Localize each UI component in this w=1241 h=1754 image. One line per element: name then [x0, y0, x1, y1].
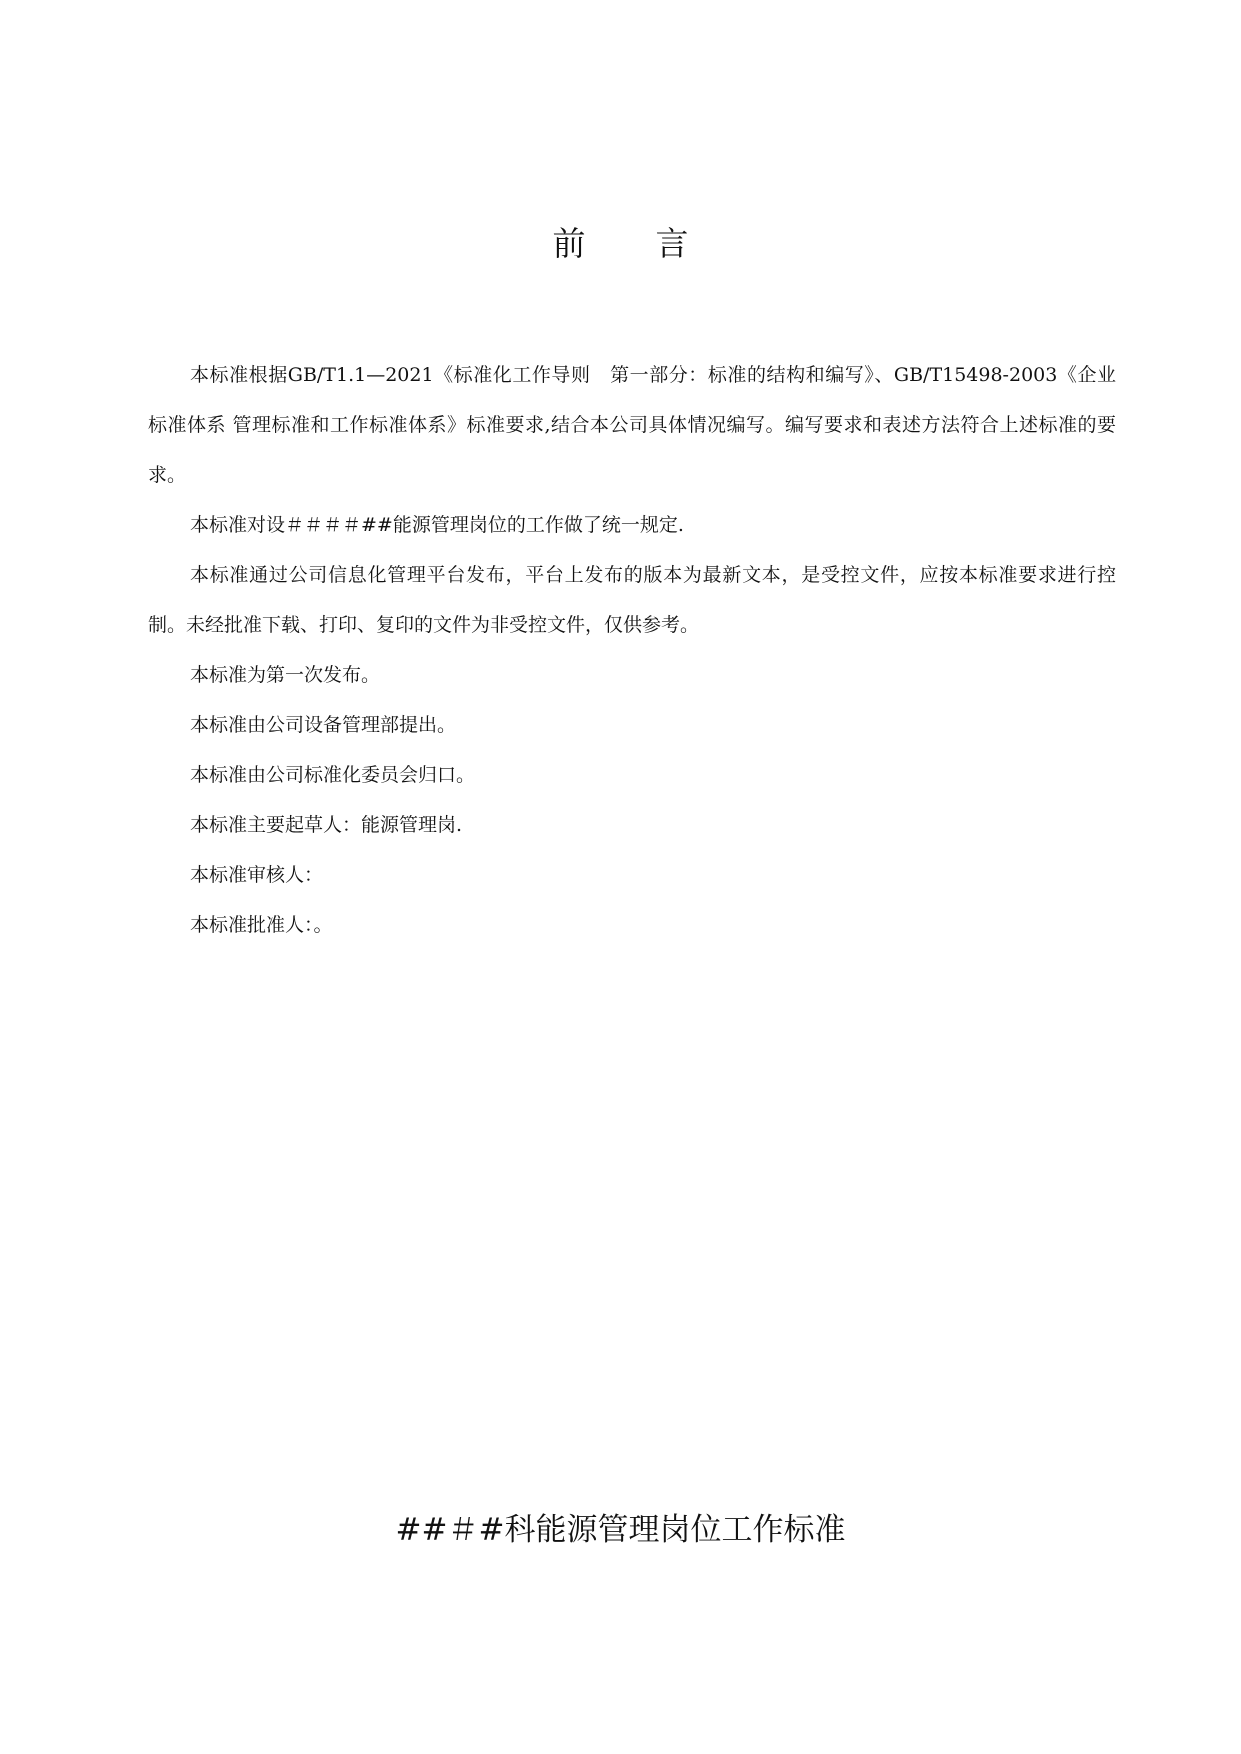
paragraph-managed-by: 本标准由公司标准化委员会归口。 — [190, 764, 476, 786]
paragraph-proposed-by: 本标准由公司设备管理部提出。 — [190, 714, 457, 736]
paragraph-first-release: 本标准为第一次发布。 — [190, 664, 381, 686]
paragraph-scope: 本标准对设＃＃＃＃##能源管理岗位的工作做了统一规定. — [190, 514, 684, 536]
paragraph-publication: 本标准通过公司信息化管理平台发布，平台上发布的版本为最新文本，是受控文件，应按本标准要求进行控制。未经批准下载、打印、复印的文件为非受控文件，仅供参考。 — [148, 564, 1116, 636]
preface-heading — [0, 222, 1241, 266]
paragraph-standard-basis: 本标准根据GB/T1.1—2021《标准化工作导则 第一部分：标准的结构和编写》、GB/T15498-2003《企业标准体系 管理标准和工作标准体系》标准要求,结合本公司具体情况编写。编写要求和表述方法符合上述标准的要求。 — [148, 364, 1116, 486]
paragraph-approver: 本标准批准人：。 — [190, 914, 333, 936]
paragraph-drafter: 本标准主要起草人：能源管理岗. — [190, 814, 463, 836]
preface-body — [148, 350, 1116, 950]
paragraph-reviewer: 本标准审核人： — [190, 864, 324, 886]
preface-heading-char-1: 前 — [552, 224, 586, 263]
preface-heading-char-2: 言 — [655, 224, 689, 263]
document-title: ##＃#科能源管理岗位工作标准 — [395, 1512, 846, 1548]
